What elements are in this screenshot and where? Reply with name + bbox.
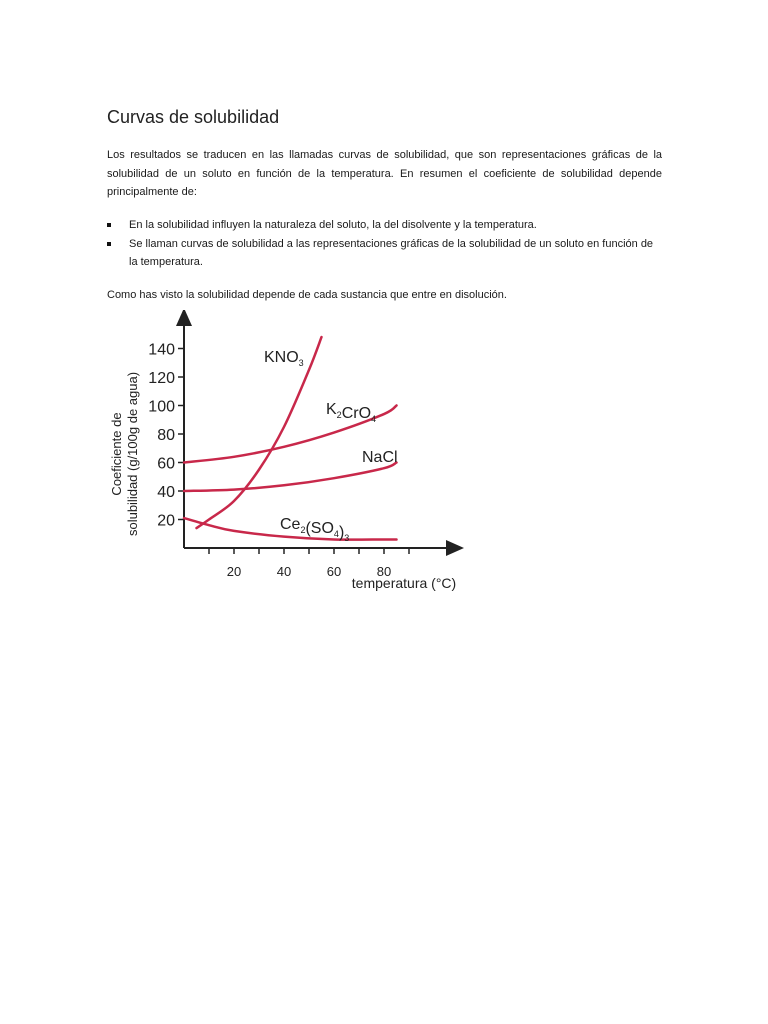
- bullet-text: En la solubilidad influyen la naturaleza del soluto, la del disolvente y la temperatura.: [129, 219, 537, 231]
- closing-paragraph: Como has visto la solubilidad depende de cada sustancia que entre en disolución.: [107, 289, 507, 301]
- y-tick-label: 100: [148, 398, 175, 416]
- series-label: $Ce_2(SO_4)_3$: [280, 516, 350, 543]
- list-item: [107, 216, 662, 234]
- y-tick-label: 80: [157, 427, 175, 444]
- x-axis-label: temperatura (°C): [351, 575, 457, 591]
- solubility-chart: [104, 310, 464, 595]
- x-tick-label: 80: [376, 564, 392, 579]
- bullet-text: Se llaman curvas de solubilidad a las representaciones gráficas de la solubilidad de un soluto en función de la temperatura.: [129, 238, 654, 268]
- y-axis-label-line1: Coeficiente de: [109, 412, 124, 496]
- bullet-square-icon: [107, 223, 111, 227]
- series-line-nacl: [184, 463, 397, 492]
- intro-paragraph: Los resultados se traducen en las llamadas curvas de solubilidad, que son representaciones gráficas de la solubilidad de un soluto en función de la temperatura. En resumen el coeficiente de solubilidad depende principalmente de:: [107, 149, 662, 198]
- series-label: $K_2CrO_4$: [326, 401, 377, 424]
- bullet-list: [107, 216, 662, 272]
- series-label: NaCl: [362, 449, 398, 466]
- x-tick-label: 40: [276, 564, 292, 579]
- page-title: Curvas de solubilidad: [107, 107, 280, 127]
- y-axis-label-line2: solubilidad (g/100g de agua): [125, 371, 140, 537]
- x-tick-label: 20: [226, 564, 242, 579]
- series-label: $KNO_3$: [264, 349, 304, 368]
- y-tick-label: 40: [157, 484, 175, 501]
- y-tick-label: 120: [148, 370, 175, 387]
- bullet-square-icon: [107, 242, 111, 246]
- list-item: [107, 235, 662, 271]
- y-tick-label: 60: [157, 455, 175, 473]
- y-tick-label: 140: [148, 341, 175, 359]
- x-tick-label: 60: [326, 564, 342, 579]
- chart-series: [184, 337, 397, 540]
- y-tick-label: 20: [157, 512, 175, 530]
